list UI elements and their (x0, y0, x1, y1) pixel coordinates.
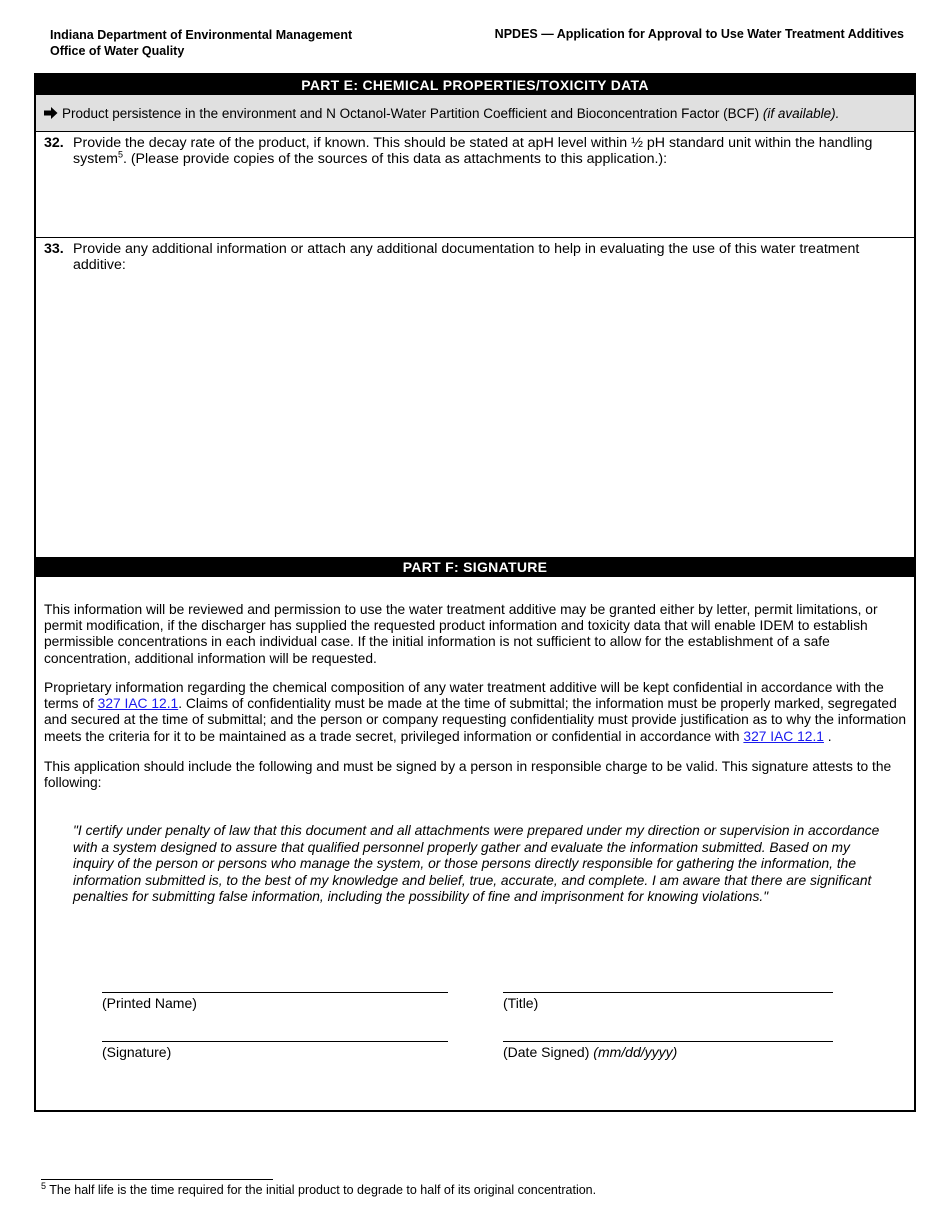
printed-name-label: (Printed Name) (102, 995, 197, 1011)
date-signed-line[interactable] (503, 1041, 833, 1042)
signature-requirement-paragraph: This application should include the following and must be signed by a person in responsible charge to be valid. This signature attests to the following: (44, 759, 892, 791)
form-title: NPDES — Application for Approval to Use Water Treatment Additives (494, 27, 904, 41)
signature-label: (Signature) (102, 1044, 172, 1060)
question-text: Provide any additional information or attach any additional documentation to help in evaluating the use of this water treatment additive: (73, 241, 860, 273)
agency-header (50, 27, 352, 59)
instruction-text: Product persistence in the environment and N Octanol-Water Partition Coefficient and Bioconcentration Factor (BCF) (62, 106, 763, 121)
iac-link[interactable]: 327 IAC 12.1 (97, 696, 179, 712)
form-frame (34, 73, 916, 1112)
part-f-heading: PART F: SIGNATURE (36, 557, 914, 577)
question-number: 33. (44, 241, 64, 257)
question-text: Provide the decay rate of the product, if known. This should be stated at apH level within ½ pH standard unit within the handling system$^5$. (Please provide copies of the sources of this data as attachments to this application.): (73, 135, 873, 167)
date-signed-label: (Date Signed) (mm/dd/yyyy) (503, 1044, 678, 1060)
title-label: (Title) (503, 995, 539, 1011)
agency-name: Indiana Department of Environmental Management (50, 28, 353, 42)
date-format: (mm/dd/yyyy) (593, 1044, 678, 1060)
footnote-mark: 5 (41, 1180, 47, 1191)
printed-name-line[interactable] (102, 992, 448, 993)
review-paragraph: This information will be reviewed and permission to use the water treatment additive may be granted either by letter, permit limitations, or permit modification, if the discharger has supplied the requested product information and toxicity data that will enable IDEM to establish permissible concentrations in each individual case. If the initial information is not sufficient to allow for the establishment of a safe concentration, additional information will be requested. (44, 602, 878, 666)
certification-statement: "I certify under penalty of law that this document and all attachments were prepared under my direction or supervision in accordance with a system designed to assure that qualified personnel properly gather and evaluate the information submitted. Based on my inquiry of the person or persons who manage the system, or those persons directly responsible for gathering the information, the information submitted is, to the best of my knowledge and belief, true, accurate, and complete. I am aware that there are significant penalties for submitting false information, including the possibility of fine and imprisonment for knowing violations." (73, 823, 880, 905)
question-number: 32. (44, 135, 64, 151)
arrow-right-icon (44, 106, 58, 120)
footnote (41, 1180, 597, 1197)
footnote-divider (41, 1179, 273, 1180)
title-line[interactable] (503, 992, 833, 993)
signature-line[interactable] (102, 1041, 448, 1042)
footnote-text: The half life is the time required for the initial product to degrade to half of its original concentration. (46, 1183, 597, 1197)
footnote-reference: 5 (117, 149, 123, 160)
question-32 (44, 135, 906, 167)
confidentiality-paragraph: Proprietary information regarding the chemical composition of any water treatment additive will be kept confidential in accordance with the terms of 327 IAC 12.1. Claims of confidentiality must be made at the time of submittal; the information must be properly marked, segregated and secured at the time of submittal; and the person or company requesting confidentiality must provide justification as to why the information meets the criteria for it to be maintained as a trade secret, privileged information or confidential in accordance with 327 IAC 12.1 . (44, 680, 907, 744)
divider (36, 237, 914, 238)
part-e-heading: PART E: CHEMICAL PROPERTIES/TOXICITY DATA (36, 75, 914, 95)
question-33 (44, 241, 906, 273)
part-e-instruction (36, 95, 914, 132)
instruction-note: (if available). (762, 106, 840, 121)
iac-link[interactable]: 327 IAC 12.1 (743, 728, 824, 744)
office-name: Office of Water Quality (50, 44, 185, 58)
